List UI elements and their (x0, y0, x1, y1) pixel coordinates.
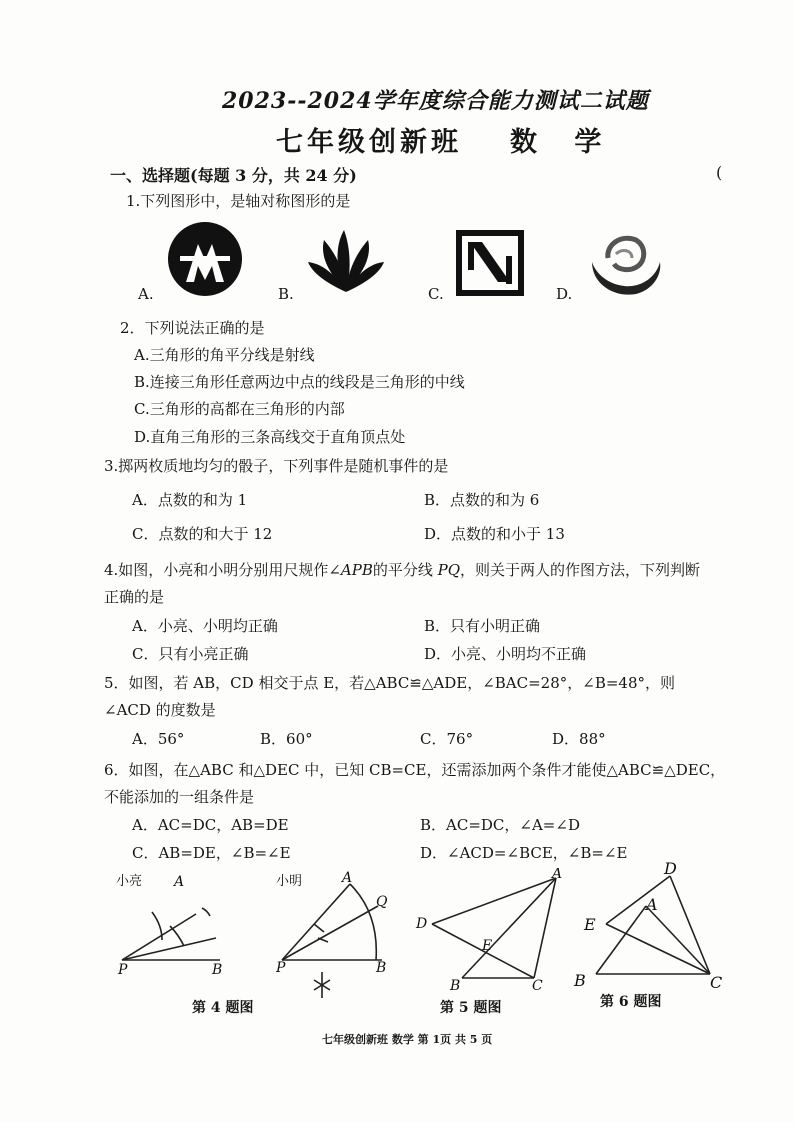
subject-name: 数 学 (510, 127, 616, 158)
q1-stem: 1.下列图形中，是轴对称图形的是 (126, 192, 351, 210)
fig5-label-d: D (416, 916, 428, 932)
q6-stem-line2: 不能添加的一组条件是 (104, 788, 255, 806)
fig5-diagram (414, 868, 574, 994)
fan-petal-logo-icon (306, 226, 386, 296)
class-name: 七年级创新班 (276, 127, 462, 158)
fig5-label-b: B (450, 978, 461, 994)
q3-option-b: B．点数的和为 6 (424, 491, 540, 509)
fig6-label-b: B (574, 971, 586, 990)
q4-stem-line2: 正确的是 (104, 588, 165, 606)
mountain-m-logo-icon (166, 220, 244, 298)
fig5-caption: 第 5 题图 (440, 1000, 502, 1016)
q2-option-d: D.直角三角形的三条高线交于直角顶点处 (134, 428, 406, 446)
fig4-xiaoming-diagram (270, 868, 400, 1008)
section-heading: 一、选择题(每题 3 分，共 24 分) (110, 166, 357, 185)
fig4b-label-b: B (376, 960, 387, 976)
q2-option-c: C.三角形的高都在三角形的内部 (134, 400, 345, 418)
fig4b-label-a: A (342, 870, 353, 886)
fig4-caption: 第 4 题图 (192, 1000, 254, 1016)
q4-option-d: D．小亮、小明均不正确 (424, 645, 587, 663)
q1-option-d: D. (556, 285, 573, 303)
swirl-circle-logo-icon (586, 228, 666, 300)
fig4-xiaoliang-diagram (110, 868, 250, 980)
q3-option-d: D．点数的和小于 13 (424, 525, 565, 543)
fig5-label-a: A (552, 868, 563, 882)
q4-option-b: B．只有小明正确 (424, 617, 541, 635)
square-n-logo-icon (456, 230, 524, 296)
q6-option-b: B．AC=DC，∠A=∠D (420, 816, 580, 834)
page-footer: 七年级创新班 数学 第 1页 共 5 页 (322, 1033, 493, 1046)
fig4-xiaoming-name: 小明 (276, 874, 303, 889)
fig5-label-c: C (532, 978, 543, 994)
fig4b-label-p: P (276, 960, 286, 976)
q1-option-b: B. (278, 285, 294, 303)
fig6-label-c: C (710, 973, 723, 992)
q3-option-a: A．点数的和为 1 (132, 491, 248, 509)
q4-option-c: C．只有小亮正确 (132, 645, 249, 663)
q1-option-a: A. (138, 285, 154, 303)
fig4a-label-b: B (212, 962, 223, 978)
q2-stem: 2．下列说法正确的是 (120, 319, 265, 337)
fig4a-label-p: P (118, 962, 128, 978)
q6-option-d: D．∠ACD=∠BCE，∠B=∠E (420, 844, 628, 862)
q6-option-a: A．AC=DC，AB=DE (132, 816, 289, 834)
q1-option-c: C. (428, 285, 444, 303)
fig6-caption: 第 6 题图 (600, 994, 662, 1010)
fig6-diagram (570, 860, 730, 996)
exam-title-line1: 2023--2024学年度综合能力测试二试题 (222, 88, 649, 114)
q3-stem: 3.掷两枚质地均匀的骰子，下列事件是随机事件的是 (104, 457, 449, 475)
fig4a-label-a: A (174, 874, 185, 890)
q4-option-a: A．小亮、小明均正确 (132, 617, 278, 635)
q5-option-d: D．88° (552, 730, 606, 748)
q2-option-b: B.连接三角形任意两边中点的线段是三角形的中线 (134, 373, 465, 391)
q3-option-c: C．点数的和大于 12 (132, 525, 273, 543)
fig4b-label-q: Q (376, 894, 388, 910)
exam-title-line2 (276, 120, 615, 159)
q6-stem: 6．如图，在△ABC 和△DEC 中，已知 CB=CE，还需添加两个条件才能使△ABC≌△DEC， (104, 761, 726, 779)
q5-option-c: C．76° (420, 730, 474, 748)
q5-option-b: B．60° (260, 730, 313, 748)
q4-stem: 4.如图，小亮和小明分别用尺规作∠APB的平分线 PQ，则关于两人的作图方法，下列判断 (104, 561, 701, 579)
q2-option-a: A.三角形的角平分线是射线 (134, 346, 315, 364)
fig4-xiaoliang-name: 小亮 (116, 874, 143, 889)
corner-mark: ( (716, 163, 723, 182)
q5-stem: 5．如图，若 AB，CD 相交于点 E，若△ABC≌△ADE，∠BAC=28°，∠B=48°，则 (104, 674, 676, 692)
fig5-label-e: E (482, 938, 493, 954)
q6-option-c: C．AB=DE，∠B=∠E (132, 844, 291, 862)
fig6-label-a: A (646, 895, 658, 914)
fig6-label-d: D (664, 860, 677, 878)
q5-stem-line2: ∠ACD 的度数是 (104, 701, 216, 719)
q5-option-a: A．56° (132, 730, 185, 748)
fig6-label-e: E (584, 915, 596, 934)
